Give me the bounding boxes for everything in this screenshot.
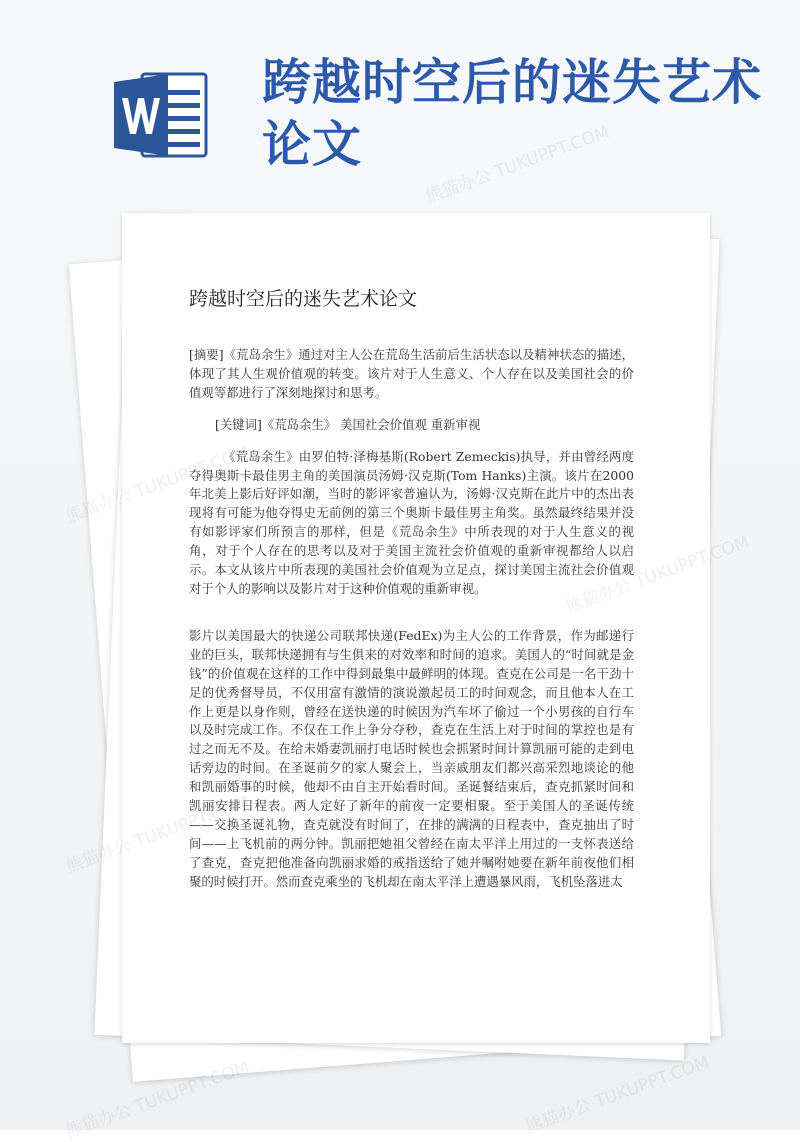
abstract-paragraph: [摘要]《荒岛余生》通过对主人公在荒岛生活前后生活状态以及精神状态的描述，体现了其人生观价值观的转变。该片对于人生意义、个人存在以及美国社会的价值观等都进行了深刻地探讨和思考。: [189, 347, 634, 400]
document-body: [189, 346, 634, 892]
banner-title: 跨越时空后的迷失艺术论文: [262, 54, 763, 173]
body-paragraph: 影片以美国最大的快递公司联邦快递(FedEx)为主人公的工作背景，作为邮递行业的巨头，联邦快递拥有与生俱来的对效率和时间的追求。美国人的“时间就是金钱”的价值观在这样的工作中得到最集中最鲜明的体现。查克在公司是一名干劲十足的优秀督导员，不仅用富有激情的演说激起员工的时间观念，而且他本人在工作上更是以身作则，曾经在送快递的时候因为汽车坏了偷过一个小男孩的自行车以及时完成工作。不仅在工作上争分夺秒，查克在生活上对于时间的掌控也是有过之而无不及。在给未婚妻凯丽打电话时候也会抓紧时间计算凯丽可能的走到电话旁边的时间。在圣诞前夕的家人聚会上，当亲戚朋友们都兴高采烈地谈论的他和凯丽婚事的时候，他却不由自主开始看时间。圣诞餐结束后，查克抓紧时间和凯丽安排日程表。两人定好了新年的前夜一定要相聚。至于美国人的圣诞传统——交换圣诞礼物，查克就没有时间了，在排的满满的日程表中，查克抽出了时间——上飞机前的两分钟。凯丽把她祖父曾经在南太平洋上用过的一支怀表送给了查克，查克把他准备向凯丽求婚的戒指送给了她并嘱咐她要在新年前夜他们相聚的时候打开。然而查克乘坐的飞机却在南太平洋上遭遇暴风雨，飞机坠落进太: [189, 627, 634, 889]
keywords-paragraph: [关键词]《荒岛余生》 美国社会价值观 重新审视: [215, 416, 481, 432]
body-paragraph: 《荒岛余生》由罗伯特·泽梅基斯(Robert Zemeckis)执导，并由曾经两度夺得奥斯卡最佳男主角的美国演员汤姆·汉克斯(Tom Hanks)主演。该片在2000年北美上影后好评如潮，当时的影评家普遍认为，汤姆·汉克斯在此片中的杰出表现将有可能为他夺得史无前例的第三个奥斯卡最佳男主角奖。虽然最终结果并没有如影评家们所预言的那样，但是《荒岛余生》中所表现的对于人生意义的视角，对于个人存在的思考以及对于美国主流社会价值观的重新审视都给人以启示。本文从该片中所表现的美国社会价值观为立足点，探讨美国主流社会价值观对于个人的影响以及影片对于这种价值观的重新审视。: [189, 448, 634, 596]
document-title: 跨越时空后的迷失艺术论文: [189, 288, 418, 310]
word-document-icon: [112, 70, 212, 160]
